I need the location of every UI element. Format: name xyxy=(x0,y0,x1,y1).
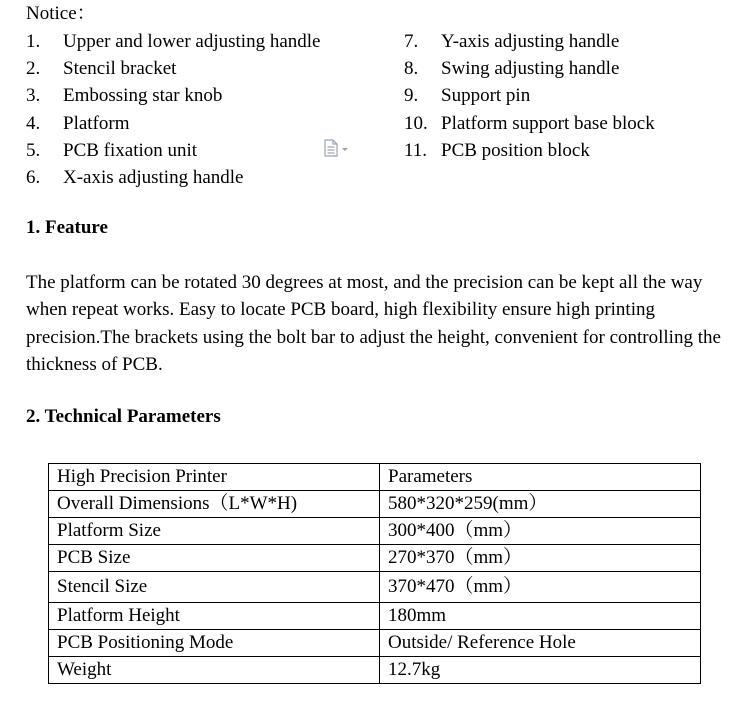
notice-item xyxy=(404,28,655,55)
notice-item-label: X-axis adjusting handle xyxy=(63,166,244,188)
notice-item-number: 7. xyxy=(404,31,419,52)
table-row xyxy=(49,518,701,545)
notice-item-number: 6. xyxy=(26,166,41,188)
feature-heading: 1. Feature xyxy=(26,217,108,238)
table-cell: Platform Height xyxy=(49,603,380,630)
notice-item xyxy=(26,137,320,164)
table-row xyxy=(49,545,701,572)
notice-item-label: Y-axis adjusting handle xyxy=(441,31,620,52)
table-cell: High Precision Printer xyxy=(49,464,380,491)
notice-item-number: 11. xyxy=(404,139,428,161)
notice-list-right xyxy=(404,28,655,164)
notice-item-label: Swing adjusting handle xyxy=(441,58,620,80)
document-dropdown-icon[interactable] xyxy=(323,139,351,157)
notice-item-number: 8. xyxy=(404,58,419,80)
table-cell: 370*470（mm） xyxy=(380,572,701,603)
table-cell: Weight xyxy=(49,657,380,684)
notice-item-number: 10. xyxy=(404,112,428,134)
notice-item xyxy=(404,110,655,137)
notice-item xyxy=(404,137,655,164)
technical-parameters-heading: 2. Technical Parameters xyxy=(26,406,221,427)
technical-parameters-table xyxy=(48,463,701,684)
notice-list-left xyxy=(26,28,320,191)
table-cell: 270*370（mm） xyxy=(380,545,701,572)
notice-item xyxy=(404,82,655,109)
notice-item-number: 1. xyxy=(26,31,41,52)
table-cell: Overall Dimensions（L*W*H) xyxy=(49,491,380,518)
table-row xyxy=(49,603,701,630)
feature-paragraph: The platform can be rotated 30 degrees at most, and the precision can be kept all the way when repeat works. Easy to locate PCB board, high flexibility ensure high printing precision.The brackets using the bolt bar to adjust the height, convenient for controlling the thickness of PCB. xyxy=(26,272,721,375)
table-cell: 300*400（mm） xyxy=(380,518,701,545)
notice-item-label: Platform support base block xyxy=(441,112,655,134)
document-dropdown-icon-svg xyxy=(323,139,351,157)
notice-item-label: PCB fixation unit xyxy=(63,139,198,161)
notice-title: Notice： xyxy=(26,3,96,24)
table-cell: 180mm xyxy=(380,603,701,630)
notice-item-label: Stencil bracket xyxy=(63,58,177,80)
table-cell: PCB Size xyxy=(49,545,380,572)
table-cell: Parameters xyxy=(380,464,701,491)
table-row xyxy=(49,491,701,518)
notice-item-number: 3. xyxy=(26,85,41,107)
table-row xyxy=(49,464,701,491)
notice-item-label: Platform xyxy=(63,112,130,134)
notice-item xyxy=(26,110,320,137)
notice-item-number: 9. xyxy=(404,85,419,107)
notice-item-label: Support pin xyxy=(441,85,531,107)
table-row xyxy=(49,630,701,657)
table-row xyxy=(49,657,701,684)
notice-item-number: 5. xyxy=(26,139,41,161)
notice-item-label: Upper and lower adjusting handle xyxy=(63,31,321,52)
table-cell: PCB Positioning Mode xyxy=(49,630,380,657)
table-row xyxy=(49,572,701,603)
table-cell: Stencil Size xyxy=(49,572,380,603)
notice-item-label: Embossing star knob xyxy=(63,85,223,107)
notice-item-label: PCB position block xyxy=(441,139,590,161)
table-cell: 580*320*259(mm） xyxy=(380,491,701,518)
notice-item-number: 2. xyxy=(26,58,41,80)
notice-item xyxy=(26,55,320,82)
notice-item-number: 4. xyxy=(26,112,41,134)
table-cell: 12.7kg xyxy=(380,657,701,684)
table-cell: Platform Size xyxy=(49,518,380,545)
notice-item xyxy=(26,164,320,191)
notice-item xyxy=(26,82,320,109)
notice-item xyxy=(404,55,655,82)
table-cell: Outside/ Reference Hole xyxy=(380,630,701,657)
notice-item xyxy=(26,28,320,55)
